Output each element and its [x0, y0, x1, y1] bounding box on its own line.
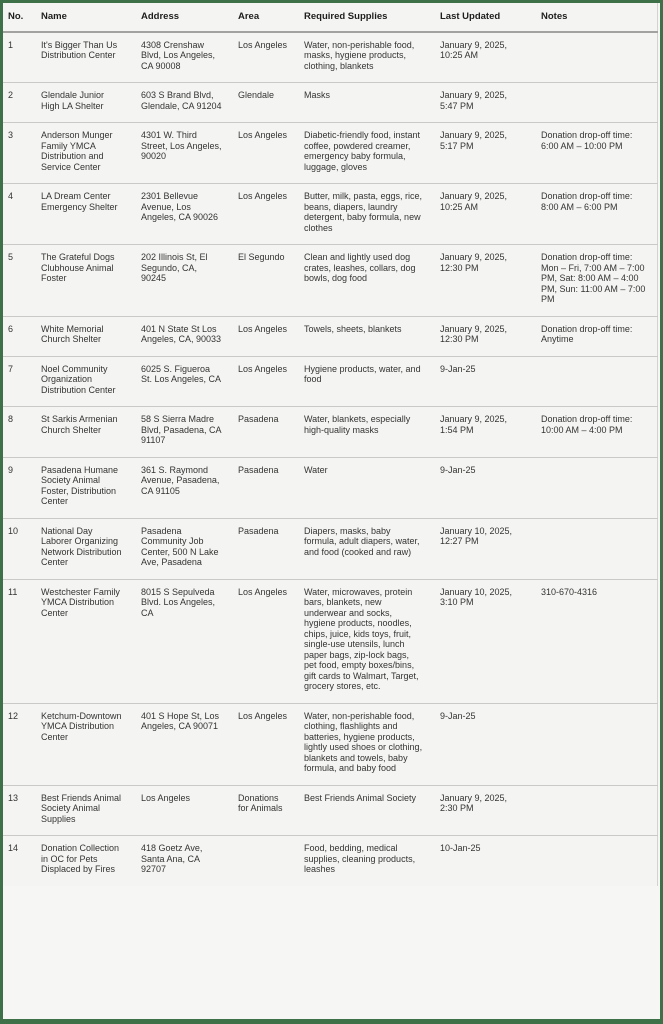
table-row: [3, 518, 657, 579]
cell-area: Pasadena: [233, 457, 299, 518]
cell-area: Los Angeles: [233, 579, 299, 703]
table-row: [3, 356, 657, 407]
cell-last_updated: January 9, 2025, 2:30 PM: [435, 785, 536, 836]
column-header-notes: Notes: [536, 3, 657, 32]
cell-address: 418 Goetz Ave, Santa Ana, CA 92707: [136, 836, 233, 886]
cell-supplies: Butter, milk, pasta, eggs, rice, beans, diapers, laundry detergent, baby formula, new clothes: [299, 184, 435, 245]
table-row: [3, 245, 657, 317]
cell-notes: [536, 83, 657, 123]
cell-name: The Grateful Dogs Clubhouse Animal Foster: [36, 245, 136, 317]
table-row: [3, 83, 657, 123]
cell-no: 3: [3, 123, 36, 184]
cell-supplies: Hygiene products, water, and food: [299, 356, 435, 407]
cell-no: 1: [8, 39, 14, 50]
cell-address: Los Angeles: [136, 785, 233, 836]
cell-area: Los Angeles: [233, 316, 299, 356]
cell-name: LA Dream Center Emergency Shelter: [36, 184, 136, 245]
cell-last_updated: 9-Jan-25: [435, 703, 536, 785]
cell-area: Los Angeles: [233, 123, 299, 184]
cell-notes: [536, 518, 657, 579]
table-row: [3, 32, 657, 83]
cell-notes: Donation drop-off time: Anytime: [536, 316, 657, 356]
cell-address: 4308 Crenshaw Blvd, Los Angeles, CA 90008: [141, 39, 216, 71]
cell-notes: [536, 457, 657, 518]
table-row: [3, 836, 657, 886]
cell-notes: Donation drop-off time: 8:00 AM – 6:00 PM: [536, 184, 657, 245]
cell-address: 2301 Bellevue Avenue, Los Angeles, CA 90026: [136, 184, 233, 245]
column-header-no: No.: [3, 3, 36, 32]
cell-address: 603 S Brand Blvd, Glendale, CA 91204: [136, 83, 233, 123]
table-row: [3, 785, 657, 836]
cell-address: 6025 S. Figueroa St. Los Angeles, CA: [136, 356, 233, 407]
cell-name: Noel Community Organization Distribution Center: [36, 356, 136, 407]
cell-no: 6: [3, 316, 36, 356]
cell-last_updated: January 9, 2025, 10:25 AM: [440, 39, 508, 60]
column-header-address: Address: [136, 3, 233, 32]
cell-area: Pasadena: [233, 518, 299, 579]
cell-last_updated: January 9, 2025, 10:25 AM: [435, 184, 536, 245]
cell-supplies: Clean and lightly used dog crates, leashes, collars, dog bowls, dog food: [299, 245, 435, 317]
cell-no: 2: [3, 83, 36, 123]
cell-area: Donations for Animals: [233, 785, 299, 836]
cell-notes: Donation drop-off time: 10:00 AM – 4:00 PM: [536, 407, 657, 458]
cell-last_updated: January 9, 2025, 12:30 PM: [435, 245, 536, 317]
cell-notes: [536, 703, 657, 785]
cell-area: Pasadena: [233, 407, 299, 458]
cell-supplies: Water, microwaves, protein bars, blankets, new underwear and socks, hygiene products, noodles, chips, juice, kids toys, fruit, single-use utensils, lunch paper bags, zip-lock bags, pet food, empty boxes/bins, gift cards to Walmart, Target, grocery stores, etc.: [299, 579, 435, 703]
cell-address: Pasadena Community Job Center, 500 N Lake Ave, Pasadena: [136, 518, 233, 579]
cell-name: It's Bigger Than Us Distribution Center: [41, 39, 118, 60]
cell-supplies: Masks: [299, 83, 435, 123]
column-header-supplies: Required Supplies: [299, 3, 435, 32]
cell-notes: Donation drop-off time: 6:00 AM – 10:00 PM: [536, 123, 657, 184]
cell-last_updated: January 10, 2025, 12:27 PM: [435, 518, 536, 579]
cell-area: [233, 836, 299, 886]
cell-no: 4: [3, 184, 36, 245]
header-row: [3, 3, 657, 32]
cell-no: 13: [3, 785, 36, 836]
cell-address: 401 S Hope St, Los Angeles, CA 90071: [136, 703, 233, 785]
table-row: [3, 457, 657, 518]
table-row: [3, 123, 657, 184]
cell-no: 7: [3, 356, 36, 407]
cell-address: 202 Illinois St, El Segundo, CA, 90245: [136, 245, 233, 317]
cell-last_updated: January 9, 2025, 1:54 PM: [435, 407, 536, 458]
cell-area: Los Angeles: [238, 39, 288, 50]
cell-address: 361 S. Raymond Avenue, Pasadena, CA 91105: [136, 457, 233, 518]
cell-supplies: Diabetic-friendly food, instant coffee, powdered creamer, emergency baby formula, luggage, gloves: [299, 123, 435, 184]
cell-last_updated: 9-Jan-25: [435, 356, 536, 407]
column-header-name: Name: [36, 3, 136, 32]
table-body: [3, 32, 657, 886]
table-row: [3, 579, 657, 703]
cell-last_updated: January 9, 2025, 5:47 PM: [435, 83, 536, 123]
cell-address: 58 S Sierra Madre Blvd, Pasadena, CA 91107: [136, 407, 233, 458]
cell-name: Donation Collection in OC for Pets Displaced by Fires: [36, 836, 136, 886]
cell-supplies: Water: [299, 457, 435, 518]
cell-supplies: Water, non-perishable food, clothing, flashlights and batteries, hygiene products, lightly used shoes or clothing, blankets and towels, baby formula, and baby food: [299, 703, 435, 785]
cell-name: Best Friends Animal Society Animal Supplies: [36, 785, 136, 836]
cell-no: 10: [3, 518, 36, 579]
cell-name: National Day Laborer Organizing Network Distribution Center: [36, 518, 136, 579]
cell-no: 11: [3, 579, 36, 703]
table-header: [3, 3, 657, 32]
column-header-area: Area: [233, 3, 299, 32]
cell-supplies: Food, bedding, medical supplies, cleaning products, leashes: [299, 836, 435, 886]
cell-supplies: Best Friends Animal Society: [299, 785, 435, 836]
cell-name: Glendale Junior High LA Shelter: [36, 83, 136, 123]
cell-name: White Memorial Church Shelter: [36, 316, 136, 356]
cell-last_updated: January 9, 2025, 12:30 PM: [435, 316, 536, 356]
table-row: [3, 184, 657, 245]
cell-supplies: Water, blankets, especially high-quality masks: [299, 407, 435, 458]
cell-notes: [536, 356, 657, 407]
cell-name: St Sarkis Armenian Church Shelter: [36, 407, 136, 458]
cell-last_updated: January 10, 2025, 3:10 PM: [435, 579, 536, 703]
cell-last_updated: 9-Jan-25: [435, 457, 536, 518]
cell-no: 12: [3, 703, 36, 785]
table-row: [3, 316, 657, 356]
cell-last_updated: January 9, 2025, 5:17 PM: [435, 123, 536, 184]
cell-no: 14: [3, 836, 36, 886]
cell-name: Ketchum-Downtown YMCA Distribution Center: [36, 703, 136, 785]
cell-notes: [536, 32, 657, 83]
table-row: [3, 407, 657, 458]
cell-area: El Segundo: [233, 245, 299, 317]
cell-supplies: Water, non-perishable food, masks, hygiene products, clothing, blankets: [304, 39, 415, 71]
cell-notes: [536, 785, 657, 836]
cell-area: Los Angeles: [233, 184, 299, 245]
cell-name: Anderson Munger Family YMCA Distribution and Service Center: [36, 123, 136, 184]
cell-area: Glendale: [233, 83, 299, 123]
cell-name: Pasadena Humane Society Animal Foster, Distribution Center: [36, 457, 136, 518]
cell-no: 9: [3, 457, 36, 518]
cell-address: 8015 S Sepulveda Blvd. Los Angeles, CA: [136, 579, 233, 703]
column-header-last_updated: Last Updated: [435, 3, 536, 32]
cell-supplies: Towels, sheets, blankets: [299, 316, 435, 356]
cell-area: Los Angeles: [233, 703, 299, 785]
cell-notes: Donation drop-off time: Mon – Fri, 7:00 AM – 7:00 PM, Sat: 8:00 AM – 4:00 PM, Sun: 11:00 AM – 7:00 PM: [536, 245, 657, 317]
cell-no: 8: [3, 407, 36, 458]
cell-name: Westchester Family YMCA Distribution Center: [36, 579, 136, 703]
supplies-table: [3, 3, 658, 886]
cell-address: 4301 W. Third Street, Los Angeles, 90020: [136, 123, 233, 184]
cell-area: Los Angeles: [233, 356, 299, 407]
cell-notes: 310-670-4316: [536, 579, 657, 703]
cell-last_updated: 10-Jan-25: [435, 836, 536, 886]
cell-no: 5: [3, 245, 36, 317]
cell-notes: [536, 836, 657, 886]
cell-address: 401 N State St Los Angeles, CA, 90033: [136, 316, 233, 356]
table-row: [3, 703, 657, 785]
cell-supplies: Diapers, masks, baby formula, adult diapers, water, and food (cooked and raw): [299, 518, 435, 579]
